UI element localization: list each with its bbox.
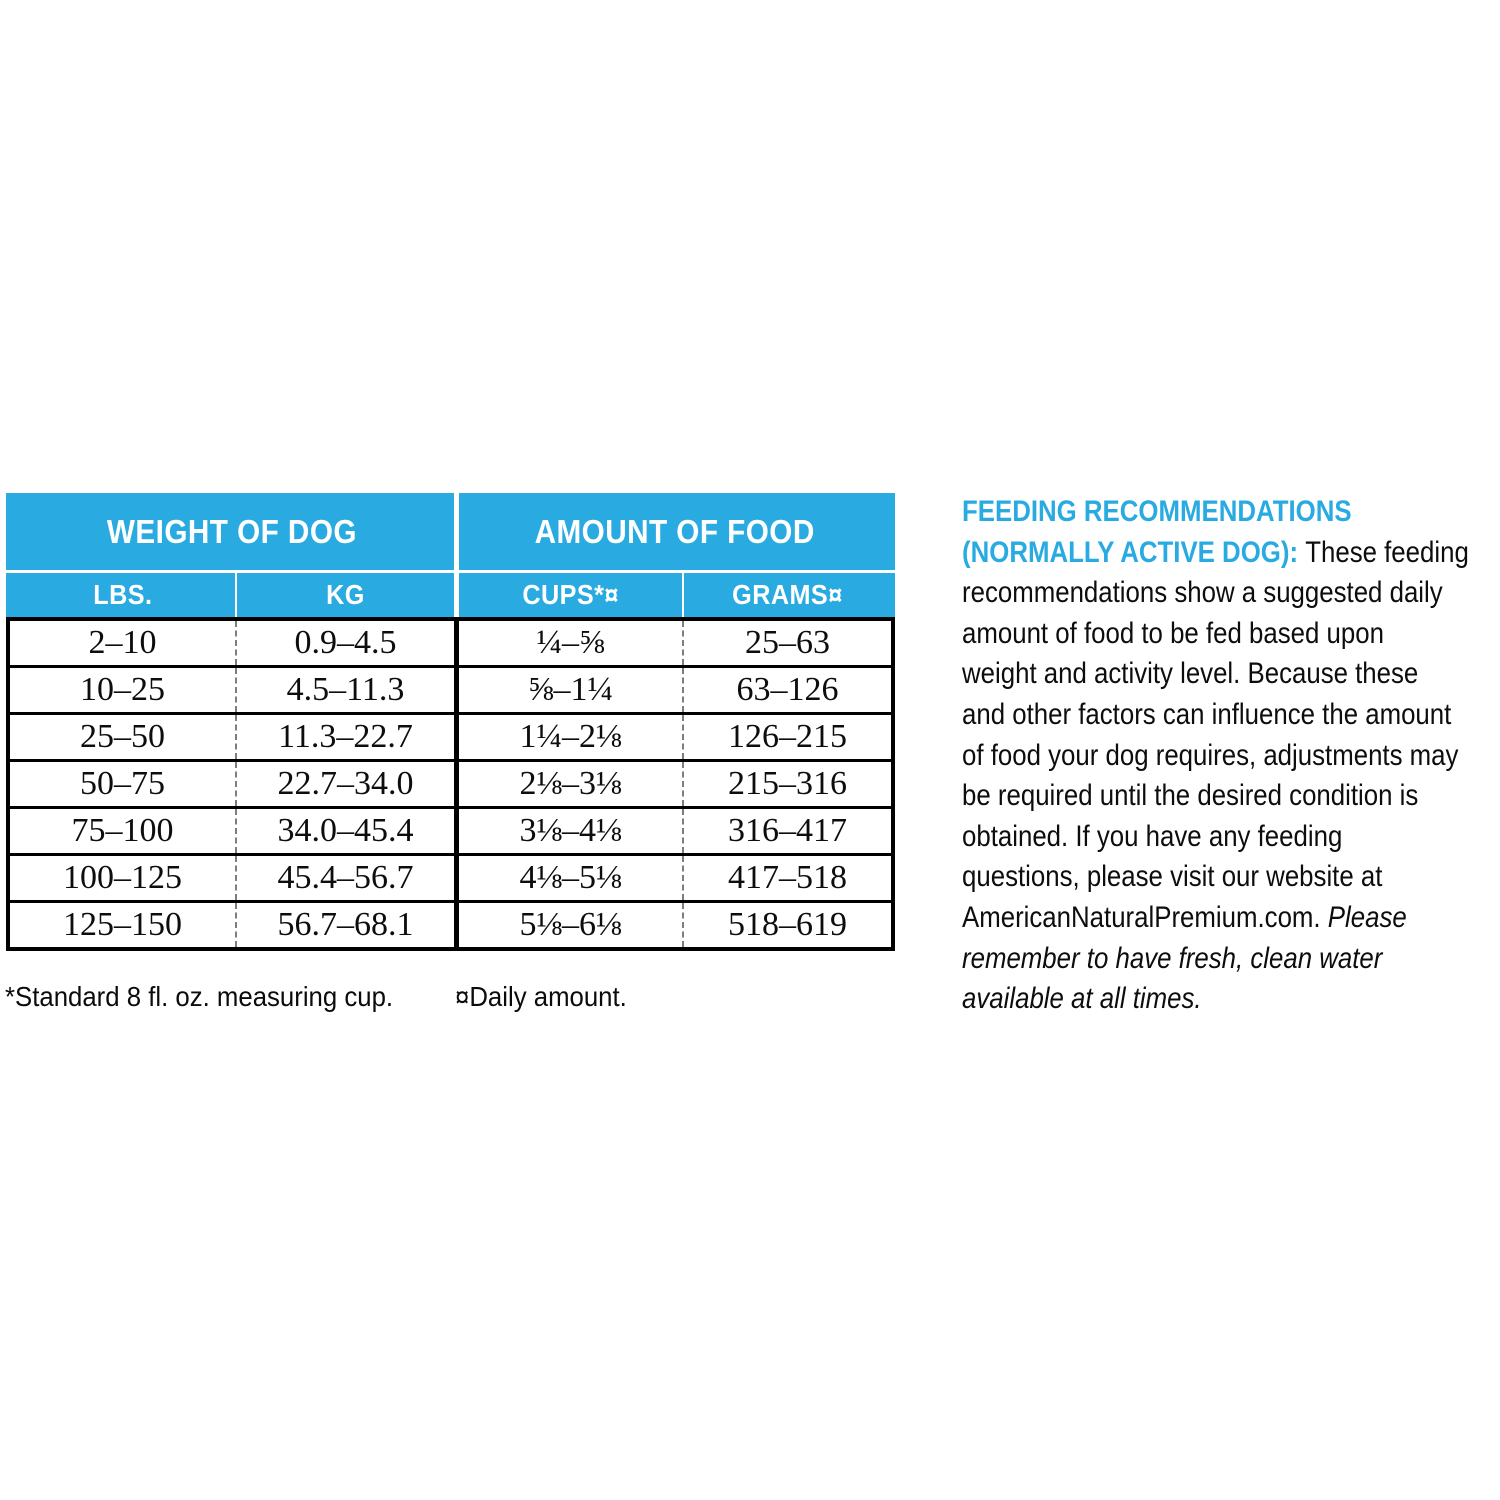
cell-lbs: 50–75 [10, 762, 237, 806]
heading-text: FEEDING RECOMMENDATIONS [962, 495, 1352, 528]
group-header-weight-label: WEIGHT OF DOG [106, 513, 358, 550]
cell-grams: 417–518 [728, 859, 847, 896]
table-row [10, 809, 891, 856]
cell-grams: 215–316 [728, 765, 847, 802]
table-header [6, 493, 895, 617]
cell-kg: 34.0–45.4 [237, 809, 459, 853]
table-row [10, 621, 891, 668]
cell-cups: ¼–⅝ [459, 621, 684, 665]
col-header-cups [459, 573, 684, 617]
text-line [962, 939, 1500, 980]
text-line [962, 776, 1500, 817]
cell-cups: 5⅛–6⅛ [459, 903, 684, 947]
feeding-recommendations-text [962, 492, 1500, 1020]
group-header-amount-of-food [459, 493, 891, 570]
italic-text: available at all times. [962, 982, 1202, 1016]
cell-kg: 45.4–56.7 [237, 856, 459, 900]
cell-lbs: 100–125 [10, 856, 237, 900]
footnote-measuring-cup: *Standard 8 fl. oz. measuring cup. [5, 981, 394, 1012]
text-line [962, 857, 1500, 898]
cell-kg: 11.3–22.7 [237, 715, 459, 759]
cell-lbs: 125–150 [10, 903, 237, 947]
body-text: be required until the desired condition is [962, 779, 1419, 813]
italic-text: Please [1327, 900, 1407, 934]
col-header-lbs-label: LBS. [92, 579, 153, 610]
cell-kg: 0.9–4.5 [237, 621, 459, 665]
text-line [962, 492, 1500, 533]
cell-grams: 126–215 [728, 718, 847, 755]
cell-grams: 518–619 [728, 906, 847, 943]
text-line [962, 533, 1500, 574]
cell-lbs: 25–50 [10, 715, 237, 759]
cell-grams: 316–417 [728, 812, 847, 849]
cell-cups: 4⅛–5⅛ [459, 856, 684, 900]
text-line [962, 736, 1500, 777]
text-line [962, 573, 1500, 614]
body-text: of food your dog requires, adjustments may [962, 738, 1459, 772]
cell-grams: 25–63 [745, 624, 830, 661]
group-header-amount-label: AMOUNT OF FOOD [534, 513, 816, 550]
col-header-lbs [10, 573, 237, 617]
body-text: AmericanNaturalPremium.com. [962, 900, 1328, 934]
cell-kg: 56.7–68.1 [237, 903, 459, 947]
cell-lbs: 2–10 [10, 621, 237, 665]
body-text: weight and activity level. Because these [962, 657, 1419, 691]
body-text: obtained. If you have any feeding [962, 819, 1343, 853]
cell-lbs: 10–25 [10, 668, 237, 712]
text-line [962, 979, 1500, 1020]
table-row [10, 856, 891, 903]
table-row [10, 668, 891, 715]
feeding-table [6, 493, 895, 951]
footnote-daily-amount: ¤Daily amount. [455, 981, 627, 1012]
cell-cups: 1¼–2⅛ [459, 715, 684, 759]
text-line [962, 817, 1500, 858]
body-text: questions, please visit our website at [962, 860, 1383, 894]
col-header-kg-label: KG [326, 579, 365, 610]
cell-kg: 4.5–11.3 [237, 668, 459, 712]
table-row [10, 903, 891, 947]
text-line [962, 695, 1500, 736]
text-line [962, 614, 1500, 655]
table-body [6, 617, 895, 951]
cell-grams: 63–126 [736, 671, 839, 708]
col-header-grams [684, 573, 891, 617]
column-header-row [6, 573, 895, 617]
cell-cups: ⅝–1¼ [459, 668, 684, 712]
body-text: recommendations show a suggested daily [962, 576, 1443, 610]
cell-cups: 2⅛–3⅛ [459, 762, 684, 806]
table-row [10, 715, 891, 762]
italic-text: remember to have fresh, clean water [962, 941, 1383, 975]
heading-text: (NORMALLY ACTIVE DOG): [962, 535, 1306, 569]
body-text: amount of food to be fed based upon [962, 616, 1384, 650]
body-text: and other factors can influence the amount [962, 697, 1452, 731]
col-header-kg [237, 573, 459, 617]
group-header-row [6, 493, 895, 570]
cell-kg: 22.7–34.0 [237, 762, 459, 806]
cell-lbs: 75–100 [10, 809, 237, 853]
group-header-weight-of-dog [10, 493, 459, 570]
table-row [10, 762, 891, 809]
cell-cups: 3⅛–4⅛ [459, 809, 684, 853]
text-line [962, 898, 1500, 939]
col-header-grams-label: GRAMS¤ [732, 579, 843, 610]
body-text: These feeding [1305, 535, 1469, 569]
col-header-cups-label: CUPS*¤ [522, 579, 619, 610]
text-line [962, 654, 1500, 695]
